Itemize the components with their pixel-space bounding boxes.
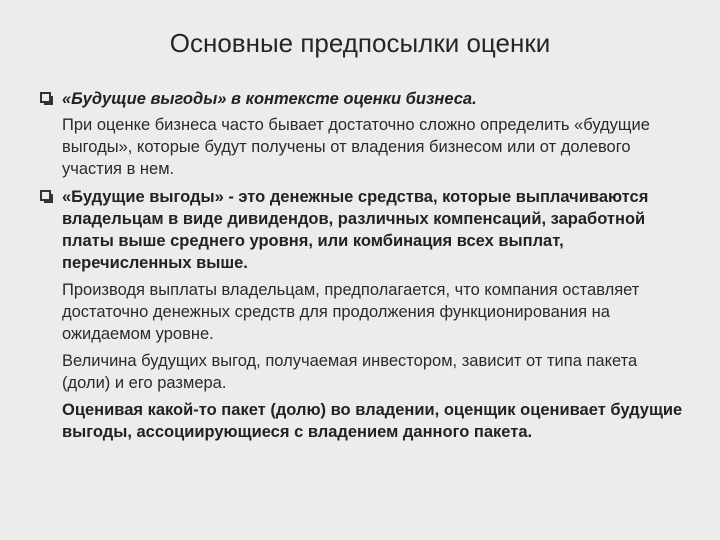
paragraph-difficulty: При оценке бизнеса часто бывает достаточно сложно определить «будущие выгоды», которые будут получены от владения бизнесом или от долевого участия в нем. — [62, 116, 650, 178]
paragraph-benefit-size: Величина будущих выгод, получаемая инвестором, зависит от типа пакета (доли) и его размера. — [62, 352, 638, 392]
bullet-item-future-benefits-definition — [40, 186, 690, 274]
square-bullet-icon — [40, 92, 51, 103]
bullet-text: «Будущие выгоды» в контексте оценки бизнеса. — [62, 90, 477, 108]
slide-content — [40, 88, 690, 443]
bullet-item-future-benefits-context — [40, 88, 690, 110]
paragraph-appraiser: Оценивая какой-то пакет (долю) во владении, оценщик оценивает будущие выгоды, ассоциирующиеся с владением данного пакета. — [62, 401, 683, 441]
bullet-text: «Будущие выгоды» - это денежные средства, которые выплачиваются владельцам в виде дивидендов, различных компенсаций, заработной платы выше среднего уровня, или комбинация всех выплат, перечисленных выше. — [62, 188, 649, 272]
square-bullet-icon — [40, 190, 51, 201]
paragraph-payments: Производя выплаты владельцам, предполагается, что компания оставляет достаточно денежных средств для продолжения функционирования на ожидаемом уровне. — [62, 281, 640, 343]
slide-title: Основные предпосылки оценки — [169, 28, 551, 58]
